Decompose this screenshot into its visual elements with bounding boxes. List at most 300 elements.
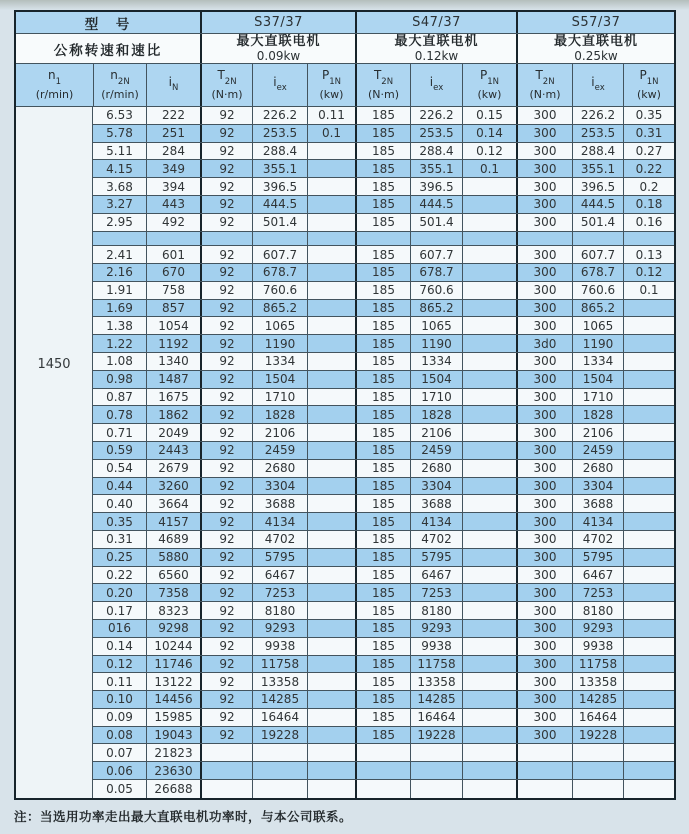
cell-iex-s57: 9293 bbox=[572, 620, 623, 637]
model-s37-37: S37/37 bbox=[200, 12, 355, 33]
cell-iex-s47: 607.7 bbox=[410, 246, 462, 263]
motor-s37 bbox=[200, 34, 355, 63]
cell-p1n-s47 bbox=[462, 214, 516, 231]
col-header-t2n-s47: $T_{2N}$ (N·m) bbox=[355, 64, 410, 106]
cell-t2n-s47: 185 bbox=[355, 160, 410, 177]
cell-in: 9298 bbox=[146, 620, 200, 637]
cell-n2n: 0.25 bbox=[106, 550, 133, 565]
cell-n2n: 0.31 bbox=[106, 532, 133, 547]
table-row bbox=[93, 620, 674, 638]
cell-iex-s47: 1828 bbox=[410, 406, 462, 423]
cell-iex-s47: 16464 bbox=[410, 709, 462, 726]
cell-t2n-s47: 185 bbox=[355, 638, 410, 655]
table-row bbox=[93, 107, 674, 125]
cell-p1n-s57 bbox=[623, 389, 674, 406]
cell-p1n-s47 bbox=[462, 691, 516, 708]
cell-iex-s37: 1504 bbox=[252, 371, 307, 388]
cell-p1n-s57 bbox=[623, 424, 674, 441]
cell-n2n: 0.40 bbox=[106, 496, 133, 511]
cell-t2n-s47: 185 bbox=[355, 282, 410, 299]
cell-p1n-s57 bbox=[623, 300, 674, 317]
cell-iex-s57: 355.1 bbox=[572, 160, 623, 177]
cell-p1n-s57 bbox=[623, 744, 674, 761]
cell-iex-s47 bbox=[410, 232, 462, 246]
cell-p1n-s47 bbox=[462, 673, 516, 690]
cell-iex-s37: 396.5 bbox=[252, 178, 307, 195]
cell-iex-s37: 9293 bbox=[252, 620, 307, 637]
cell-p1n-s47 bbox=[462, 317, 516, 334]
cell-p1n-s47 bbox=[462, 531, 516, 548]
cell-p1n-s57 bbox=[623, 232, 674, 246]
cell-t2n-s47: 185 bbox=[355, 531, 410, 548]
cell-t2n-s57: 300 bbox=[516, 478, 572, 495]
cell-t2n-s57 bbox=[516, 744, 572, 761]
cell-p1n-s47 bbox=[462, 567, 516, 584]
cell-t2n-s37: 92 bbox=[200, 300, 252, 317]
cell-iex-s47: 19228 bbox=[410, 727, 462, 744]
cell-t2n-s47: 185 bbox=[355, 371, 410, 388]
cell-iex-s37: 14285 bbox=[252, 691, 307, 708]
cell-in: 394 bbox=[146, 178, 200, 195]
cell-p1n-s37 bbox=[307, 620, 355, 637]
cell-n2n bbox=[93, 232, 146, 246]
cell-t2n-s57: 300 bbox=[516, 282, 572, 299]
header-row-motor bbox=[16, 34, 674, 64]
cell-in: 21823 bbox=[146, 744, 200, 761]
cell-iex-s57: 396.5 bbox=[572, 178, 623, 195]
cell-p1n-s47: 0.1 bbox=[462, 160, 516, 177]
col-header-n2n: $n_{2N}$ (r/min) bbox=[93, 64, 146, 106]
col-header-p1n-s37: $P_{1N}$ (kw) bbox=[307, 64, 355, 106]
cell-n2n: 2.16 bbox=[106, 265, 133, 280]
cell-p1n-s37 bbox=[307, 353, 355, 370]
spacer-row bbox=[93, 232, 674, 247]
cell-p1n-s37: 0.1 bbox=[307, 125, 355, 142]
cell-t2n-s57: 300 bbox=[516, 353, 572, 370]
cell-t2n-s57: 300 bbox=[516, 178, 572, 195]
motor-s47 bbox=[355, 34, 516, 63]
cell-t2n-s37: 92 bbox=[200, 673, 252, 690]
table-row bbox=[93, 656, 674, 674]
cell-n2n: 0.12 bbox=[106, 656, 133, 671]
cell-p1n-s37 bbox=[307, 246, 355, 263]
cell-iex-s57: 1065 bbox=[572, 317, 623, 334]
cell-p1n-s47 bbox=[462, 478, 516, 495]
cell-iex-s47: 4702 bbox=[410, 531, 462, 548]
cell-t2n-s37: 92 bbox=[200, 125, 252, 142]
cell-t2n-s57: 300 bbox=[516, 107, 572, 124]
cell-t2n-s37: 92 bbox=[200, 549, 252, 566]
cell-t2n-s57: 300 bbox=[516, 495, 572, 512]
cell-iex-s57: 1504 bbox=[572, 371, 623, 388]
cell-in: 1054 bbox=[146, 317, 200, 334]
col-header-iex-s57: $i_{ex}$ bbox=[572, 64, 623, 106]
cell-in: 857 bbox=[146, 300, 200, 317]
cell-iex-s47 bbox=[410, 780, 462, 798]
cell-t2n-s47: 185 bbox=[355, 478, 410, 495]
cell-t2n-s57: 300 bbox=[516, 727, 572, 744]
cell-p1n-s57 bbox=[623, 406, 674, 423]
cell-p1n-s37 bbox=[307, 143, 355, 160]
cell-n2n: 0.54 bbox=[106, 461, 133, 476]
cell-t2n-s57: 300 bbox=[516, 424, 572, 441]
cell-iex-s57: 1710 bbox=[572, 389, 623, 406]
cell-n2n: 0.08 bbox=[106, 728, 133, 743]
cell-p1n-s57 bbox=[623, 620, 674, 637]
cell-iex-s47: 8180 bbox=[410, 602, 462, 619]
cell-t2n-s37: 92 bbox=[200, 160, 252, 177]
cell-n2n: 2.95 bbox=[106, 215, 133, 230]
cell-iex-s57: 226.2 bbox=[572, 107, 623, 124]
cell-p1n-s37 bbox=[307, 495, 355, 512]
cell-in: 19043 bbox=[146, 727, 200, 744]
cell-t2n-s57: 300 bbox=[516, 300, 572, 317]
cell-p1n-s57 bbox=[623, 371, 674, 388]
col-header-in: $i_N$ bbox=[146, 64, 200, 106]
cell-in: 3664 bbox=[146, 495, 200, 512]
cell-t2n-s57: 300 bbox=[516, 264, 572, 281]
cell-iex-s37: 226.2 bbox=[252, 107, 307, 124]
cell-p1n-s57 bbox=[623, 549, 674, 566]
cell-n2n: 0.98 bbox=[106, 372, 133, 387]
table-row bbox=[93, 424, 674, 442]
table-row bbox=[93, 300, 674, 318]
cell-iex-s37: 288.4 bbox=[252, 143, 307, 160]
table-body bbox=[16, 107, 674, 798]
table-row bbox=[93, 727, 674, 745]
cell-n2n: 2.41 bbox=[106, 247, 133, 262]
cell-iex-s37: 760.6 bbox=[252, 282, 307, 299]
cell-t2n-s37: 92 bbox=[200, 107, 252, 124]
cell-iex-s37: 19228 bbox=[252, 727, 307, 744]
cell-t2n-s47 bbox=[355, 232, 410, 246]
cell-p1n-s37 bbox=[307, 602, 355, 619]
cell-iex-s47 bbox=[410, 762, 462, 779]
table-row bbox=[93, 282, 674, 300]
cell-p1n-s37 bbox=[307, 232, 355, 246]
cell-in: 14456 bbox=[146, 691, 200, 708]
table-row bbox=[93, 709, 674, 727]
cell-iex-s47: 14285 bbox=[410, 691, 462, 708]
cell-t2n-s47: 185 bbox=[355, 214, 410, 231]
table-row bbox=[93, 638, 674, 656]
cell-t2n-s57: 300 bbox=[516, 602, 572, 619]
cell-iex-s47: 13358 bbox=[410, 673, 462, 690]
cell-in: 7358 bbox=[146, 584, 200, 601]
cell-t2n-s57: 300 bbox=[516, 673, 572, 690]
cell-in: 8323 bbox=[146, 602, 200, 619]
cell-p1n-s57 bbox=[623, 460, 674, 477]
cell-p1n-s47 bbox=[462, 264, 516, 281]
cell-in: 5880 bbox=[146, 549, 200, 566]
cell-t2n-s57: 300 bbox=[516, 513, 572, 530]
table-row bbox=[93, 246, 674, 264]
cell-p1n-s57 bbox=[623, 353, 674, 370]
cell-p1n-s57 bbox=[623, 567, 674, 584]
cell-p1n-s47 bbox=[462, 638, 516, 655]
cell-t2n-s47: 185 bbox=[355, 567, 410, 584]
cell-in: 601 bbox=[146, 246, 200, 263]
table-row bbox=[93, 780, 674, 798]
cell-t2n-s57: 300 bbox=[516, 460, 572, 477]
cell-in: 492 bbox=[146, 214, 200, 231]
cell-t2n-s57: 300 bbox=[516, 584, 572, 601]
cell-p1n-s47 bbox=[462, 513, 516, 530]
cell-iex-s57: 5795 bbox=[572, 549, 623, 566]
cell-iex-s57: 3304 bbox=[572, 478, 623, 495]
col-header-iex-s47: $i_{ex}$ bbox=[410, 64, 462, 106]
cell-p1n-s37 bbox=[307, 335, 355, 352]
cell-p1n-s57 bbox=[623, 513, 674, 530]
cell-n2n: 0.22 bbox=[106, 567, 133, 582]
cell-t2n-s47: 185 bbox=[355, 264, 410, 281]
cell-in: 1487 bbox=[146, 371, 200, 388]
cell-t2n-s47: 185 bbox=[355, 125, 410, 142]
cell-p1n-s57 bbox=[623, 762, 674, 779]
cell-t2n-s37: 92 bbox=[200, 264, 252, 281]
cell-p1n-s37 bbox=[307, 389, 355, 406]
cell-t2n-s37: 92 bbox=[200, 424, 252, 441]
motor-power-025: 0.25kw bbox=[574, 48, 618, 63]
cell-t2n-s37 bbox=[200, 232, 252, 246]
cell-t2n-s37: 92 bbox=[200, 178, 252, 195]
cell-t2n-s57: 300 bbox=[516, 214, 572, 231]
cell-p1n-s57: 0.13 bbox=[623, 246, 674, 263]
cell-in: 10244 bbox=[146, 638, 200, 655]
cell-p1n-s37 bbox=[307, 424, 355, 441]
cell-t2n-s47: 185 bbox=[355, 460, 410, 477]
cell-p1n-s37 bbox=[307, 371, 355, 388]
cell-p1n-s47 bbox=[462, 656, 516, 673]
cell-iex-s57: 19228 bbox=[572, 727, 623, 744]
cell-iex-s47: 11758 bbox=[410, 656, 462, 673]
cell-in: 284 bbox=[146, 143, 200, 160]
cell-iex-s47: 2106 bbox=[410, 424, 462, 441]
cell-t2n-s37: 92 bbox=[200, 353, 252, 370]
cell-t2n-s47: 185 bbox=[355, 442, 410, 459]
cell-p1n-s37 bbox=[307, 531, 355, 548]
cell-iex-s37 bbox=[252, 780, 307, 798]
scan-edge bbox=[0, 0, 689, 10]
cell-t2n-s57: 300 bbox=[516, 656, 572, 673]
cell-p1n-s37 bbox=[307, 549, 355, 566]
cell-iex-s57: 16464 bbox=[572, 709, 623, 726]
model-header-label: 型 号 bbox=[84, 16, 132, 33]
cell-t2n-s47: 185 bbox=[355, 673, 410, 690]
cell-in: 1192 bbox=[146, 335, 200, 352]
cell-n2n: 0.59 bbox=[106, 443, 133, 458]
cell-p1n-s57: 0.22 bbox=[623, 160, 674, 177]
cell-p1n-s47 bbox=[462, 389, 516, 406]
table-row bbox=[93, 442, 674, 460]
cell-iex-s47: 1710 bbox=[410, 389, 462, 406]
cell-t2n-s37 bbox=[200, 780, 252, 798]
cell-p1n-s47 bbox=[462, 727, 516, 744]
cell-t2n-s57: 300 bbox=[516, 709, 572, 726]
cell-t2n-s37 bbox=[200, 744, 252, 761]
cell-p1n-s47 bbox=[462, 371, 516, 388]
cell-p1n-s47 bbox=[462, 246, 516, 263]
cell-iex-s57: 2106 bbox=[572, 424, 623, 441]
cell-p1n-s47 bbox=[462, 353, 516, 370]
cell-t2n-s57 bbox=[516, 762, 572, 779]
cell-iex-s57: 444.5 bbox=[572, 196, 623, 213]
cell-iex-s47: 760.6 bbox=[410, 282, 462, 299]
cell-n2n: 1.91 bbox=[106, 283, 133, 298]
cell-p1n-s47 bbox=[462, 178, 516, 195]
cell-p1n-s57 bbox=[623, 495, 674, 512]
cell-in: 349 bbox=[146, 160, 200, 177]
cell-iex-s37: 5795 bbox=[252, 549, 307, 566]
cell-t2n-s37: 92 bbox=[200, 709, 252, 726]
cell-in: 1340 bbox=[146, 353, 200, 370]
cell-p1n-s57 bbox=[623, 602, 674, 619]
cell-iex-s37: 865.2 bbox=[252, 300, 307, 317]
cell-n2n: 016 bbox=[108, 621, 131, 636]
cell-in: 1675 bbox=[146, 389, 200, 406]
table-row bbox=[93, 460, 674, 478]
cell-p1n-s37 bbox=[307, 780, 355, 798]
cell-iex-s37: 444.5 bbox=[252, 196, 307, 213]
cell-t2n-s37: 92 bbox=[200, 531, 252, 548]
cell-t2n-s37: 92 bbox=[200, 567, 252, 584]
cell-in: 758 bbox=[146, 282, 200, 299]
cell-p1n-s47 bbox=[462, 744, 516, 761]
cell-iex-s37: 501.4 bbox=[252, 214, 307, 231]
cell-in: 3260 bbox=[146, 478, 200, 495]
cell-p1n-s57 bbox=[623, 709, 674, 726]
cell-t2n-s57: 300 bbox=[516, 531, 572, 548]
cell-t2n-s37: 92 bbox=[200, 196, 252, 213]
cell-t2n-s57: 300 bbox=[516, 196, 572, 213]
cell-t2n-s57: 300 bbox=[516, 317, 572, 334]
cell-iex-s37 bbox=[252, 232, 307, 246]
cell-in: 4157 bbox=[146, 513, 200, 530]
cell-t2n-s47: 185 bbox=[355, 178, 410, 195]
table-row bbox=[93, 495, 674, 513]
cell-p1n-s37 bbox=[307, 656, 355, 673]
table-row bbox=[93, 264, 674, 282]
cell-iex-s47: 2459 bbox=[410, 442, 462, 459]
cell-t2n-s57: 3d0 bbox=[516, 335, 572, 352]
gearmotor-spec-table bbox=[14, 10, 676, 800]
cell-in bbox=[146, 232, 200, 246]
cell-p1n-s57: 0.16 bbox=[623, 214, 674, 231]
table-row bbox=[93, 371, 674, 389]
cell-iex-s47: 5795 bbox=[410, 549, 462, 566]
cell-iex-s47: 3688 bbox=[410, 495, 462, 512]
cell-iex-s47: 355.1 bbox=[410, 160, 462, 177]
col-header-n1: $n_1$ (r/min) bbox=[35, 68, 74, 101]
cell-iex-s37: 3688 bbox=[252, 495, 307, 512]
cell-t2n-s47 bbox=[355, 762, 410, 779]
cell-iex-s37: 2106 bbox=[252, 424, 307, 441]
cell-n2n: 1.22 bbox=[106, 336, 133, 351]
cell-iex-s37: 2680 bbox=[252, 460, 307, 477]
cell-t2n-s47: 185 bbox=[355, 691, 410, 708]
cell-t2n-s47: 185 bbox=[355, 513, 410, 530]
cell-p1n-s47 bbox=[462, 196, 516, 213]
cell-p1n-s47 bbox=[462, 762, 516, 779]
table-row bbox=[93, 691, 674, 709]
cell-t2n-s37: 92 bbox=[200, 638, 252, 655]
cell-n2n: 5.78 bbox=[106, 126, 133, 141]
cell-p1n-s37 bbox=[307, 282, 355, 299]
cell-iex-s57 bbox=[572, 780, 623, 798]
cell-n2n: 0.71 bbox=[106, 425, 133, 440]
cell-iex-s57: 501.4 bbox=[572, 214, 623, 231]
cell-iex-s57: 607.7 bbox=[572, 246, 623, 263]
cell-p1n-s37 bbox=[307, 584, 355, 601]
motor-power-009: 0.09kw bbox=[256, 48, 301, 63]
cell-p1n-s47 bbox=[462, 406, 516, 423]
table-row bbox=[93, 335, 674, 353]
cell-p1n-s57 bbox=[623, 691, 674, 708]
cell-iex-s37: 1828 bbox=[252, 406, 307, 423]
cell-t2n-s37: 92 bbox=[200, 656, 252, 673]
cell-p1n-s37 bbox=[307, 178, 355, 195]
cell-iex-s57 bbox=[572, 744, 623, 761]
cell-t2n-s47: 185 bbox=[355, 709, 410, 726]
cell-p1n-s57 bbox=[623, 442, 674, 459]
cell-t2n-s37: 92 bbox=[200, 584, 252, 601]
motor-label: 最大直联电机 bbox=[553, 34, 638, 49]
cell-t2n-s47 bbox=[355, 744, 410, 761]
cell-p1n-s37 bbox=[307, 762, 355, 779]
cell-t2n-s47: 185 bbox=[355, 602, 410, 619]
cell-p1n-s47 bbox=[462, 584, 516, 601]
table-row bbox=[93, 513, 674, 531]
cell-t2n-s37: 92 bbox=[200, 143, 252, 160]
cell-n2n: 0.11 bbox=[106, 674, 133, 689]
table-row bbox=[93, 584, 674, 602]
table-row bbox=[93, 214, 674, 232]
cell-iex-s37: 355.1 bbox=[252, 160, 307, 177]
cell-t2n-s57 bbox=[516, 232, 572, 246]
cell-t2n-s37: 92 bbox=[200, 406, 252, 423]
cell-n2n: 0.35 bbox=[106, 514, 133, 529]
cell-t2n-s47: 185 bbox=[355, 389, 410, 406]
cell-n2n: 0.78 bbox=[106, 407, 133, 422]
cell-p1n-s47 bbox=[462, 335, 516, 352]
cell-p1n-s57: 0.35 bbox=[623, 107, 674, 124]
cell-p1n-s37 bbox=[307, 638, 355, 655]
cell-iex-s57: 865.2 bbox=[572, 300, 623, 317]
cell-t2n-s47: 185 bbox=[355, 584, 410, 601]
cell-iex-s47: 501.4 bbox=[410, 214, 462, 231]
cell-iex-s37 bbox=[252, 744, 307, 761]
cell-p1n-s37 bbox=[307, 160, 355, 177]
cell-iex-s37: 1190 bbox=[252, 335, 307, 352]
cell-n2n: 0.20 bbox=[106, 585, 133, 600]
cell-iex-s37: 678.7 bbox=[252, 264, 307, 281]
cell-n2n: 0.07 bbox=[106, 745, 133, 760]
cell-p1n-s57: 0.1 bbox=[623, 282, 674, 299]
cell-p1n-s37 bbox=[307, 567, 355, 584]
table-row bbox=[93, 478, 674, 496]
cell-p1n-s57: 0.12 bbox=[623, 264, 674, 281]
cell-iex-s37: 4134 bbox=[252, 513, 307, 530]
cell-n2n: 0.10 bbox=[106, 692, 133, 707]
table-row bbox=[93, 125, 674, 143]
cell-iex-s37: 7253 bbox=[252, 584, 307, 601]
cell-iex-s47: 2680 bbox=[410, 460, 462, 477]
cell-iex-s47: 6467 bbox=[410, 567, 462, 584]
cell-iex-s57: 253.5 bbox=[572, 125, 623, 142]
footnote: 注：当选用功率走出最大直联电机功率时，与本公司联系。 bbox=[14, 809, 353, 824]
cell-t2n-s57: 300 bbox=[516, 567, 572, 584]
cell-iex-s57: 2459 bbox=[572, 442, 623, 459]
